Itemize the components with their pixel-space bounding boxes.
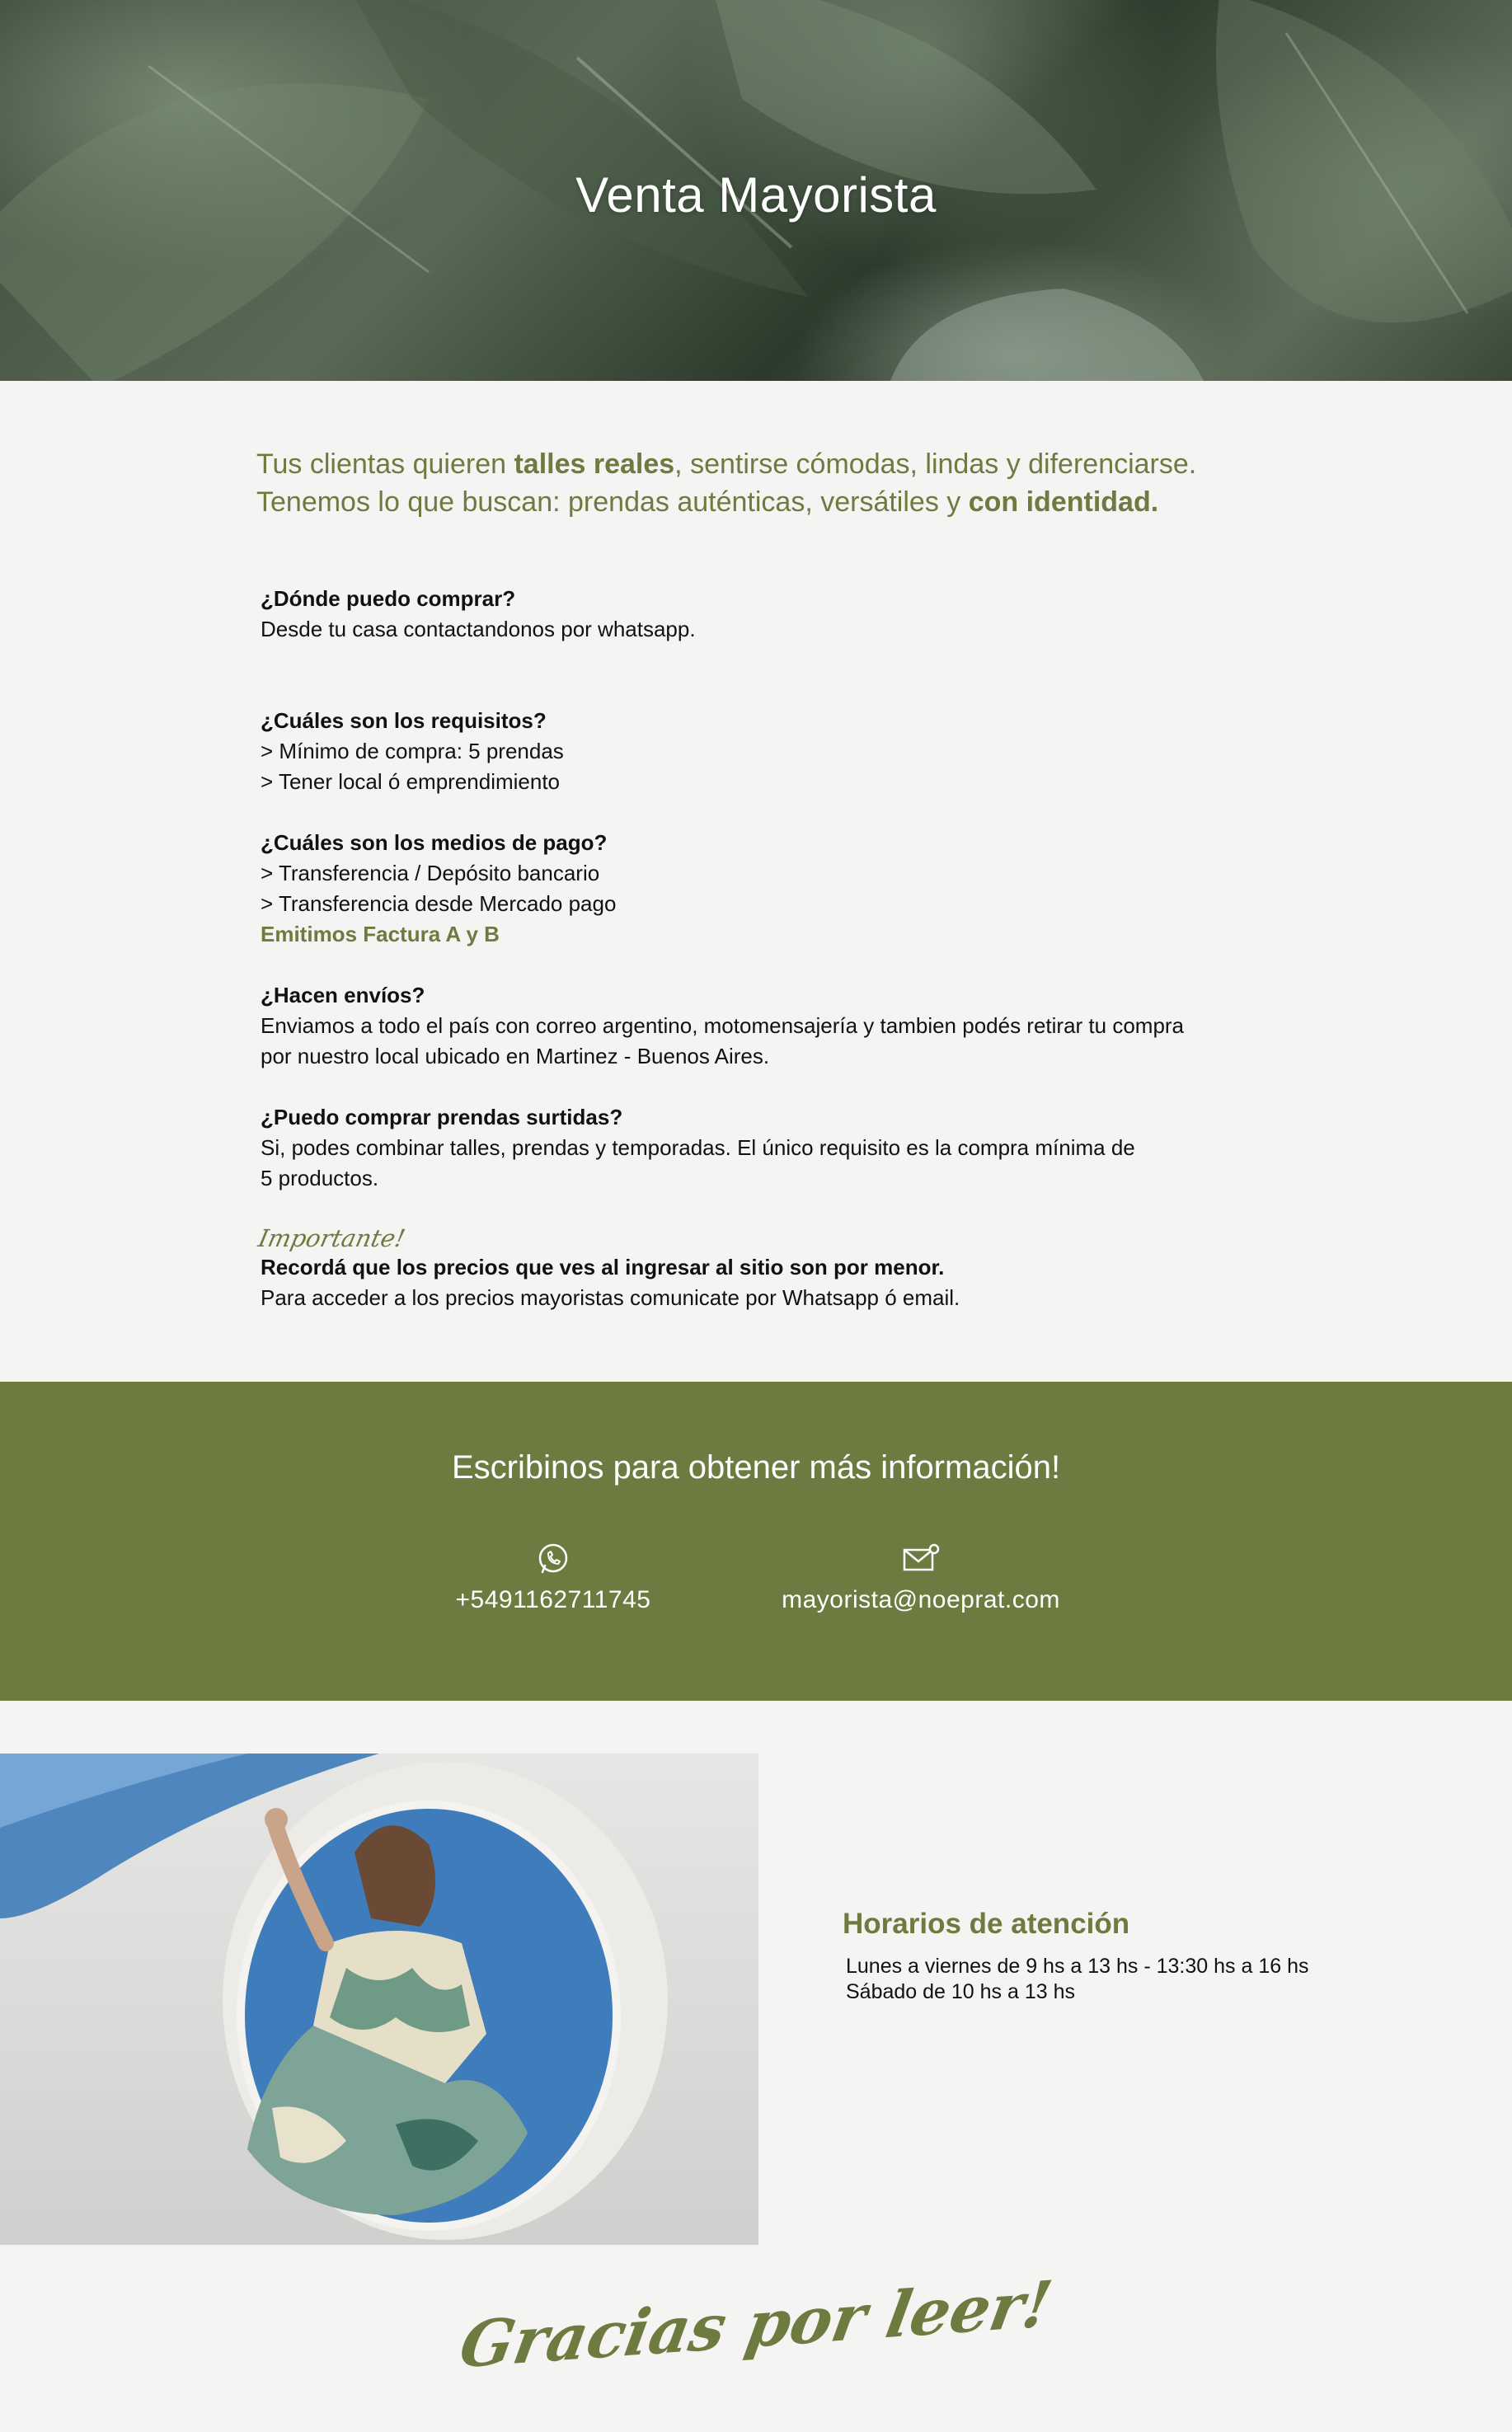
faq-question-where: ¿Dónde puedo comprar? xyxy=(261,586,516,611)
whatsapp-icon xyxy=(534,1542,572,1576)
faq-answer-shipping-1: Enviamos a todo el país con correo argentino, motomensajería y tambien podés retirar tu compra xyxy=(261,1013,1185,1038)
intro-line-1-end: , sentirse cómodas, lindas y diferenciarse. xyxy=(674,448,1197,480)
model-photo xyxy=(0,1754,758,2245)
contact-band xyxy=(0,1382,1512,1701)
invoice-note: Emitimos Factura A y B xyxy=(261,922,500,946)
phone-number: +5491162711745 xyxy=(455,1586,651,1613)
thanks-signature: Gracias por leer! xyxy=(454,2266,1058,2383)
important-label: Importante! xyxy=(256,1224,408,1252)
hours-title: Horarios de atención xyxy=(843,1908,1130,1940)
email-address: mayorista@noeprat.com xyxy=(782,1586,1060,1613)
faq-answer-requirements-1: > Mínimo de compra: 5 prendas xyxy=(261,739,564,763)
faq-answer-requirements-2: > Tener local ó emprendimiento xyxy=(261,769,561,794)
faq-answer-where: Desde tu casa contactandonos por whatsapp. xyxy=(261,617,696,641)
faq-answer-mixed-1: Si, podes combinar talles, prendas y temporadas. El único requisito es la compra mínima de xyxy=(261,1135,1135,1160)
contact-title: Escribinos para obtener más información! xyxy=(451,1449,1061,1486)
important-note: Para acceder a los precios mayoristas comunicate por Whatsapp ó email. xyxy=(261,1285,960,1310)
important-bold-note: Recordá que los precios que ves al ingresar al sitio son por menor. xyxy=(261,1255,945,1279)
whatsapp-contact-link[interactable] xyxy=(372,1542,735,1614)
hours-saturday: Sábado de 10 hs a 13 hs xyxy=(846,1980,1076,2003)
intro-highlight-identidad: con identidad. xyxy=(968,486,1159,518)
faq-question-shipping: ¿Hacen envíos? xyxy=(261,983,425,1007)
intro-highlight-talles: talles reales xyxy=(514,448,675,480)
intro-line-2 xyxy=(256,483,1328,521)
intro-line-1 xyxy=(256,445,1328,483)
intro-line-1-start: Tus clientas quieren xyxy=(256,448,514,480)
page-title: Venta Mayorista xyxy=(575,167,937,223)
hours-weekdays: Lunes a viernes de 9 hs a 13 hs - 13:30 hs a 16 hs xyxy=(846,1955,1309,1978)
email-contact-link[interactable] xyxy=(740,1542,1102,1614)
business-hours xyxy=(843,1908,1420,2005)
faq-answer-payment-2: > Transferencia desde Mercado pago xyxy=(261,891,617,916)
faq-answer-shipping-2: por nuestro local ubicado en Martinez - Buenos Aires. xyxy=(261,1044,770,1068)
hero-banner xyxy=(0,0,1512,381)
faq-section xyxy=(256,584,1291,1313)
email-icon xyxy=(902,1542,940,1576)
faq-answer-mixed-2: 5 productos. xyxy=(261,1166,379,1190)
faq-answer-payment-1: > Transferencia / Depósito bancario xyxy=(261,861,600,885)
intro-text xyxy=(256,445,1328,521)
faq-question-payment: ¿Cuáles son los medios de pago? xyxy=(261,830,608,855)
model-photo-illustration xyxy=(0,1754,758,2245)
intro-line-2-start: Tenemos lo que buscan: prendas auténticas, versátiles y xyxy=(256,486,969,518)
faq-question-mixed: ¿Puedo comprar prendas surtidas? xyxy=(261,1105,623,1129)
faq-question-requirements: ¿Cuáles son los requisitos? xyxy=(261,708,547,733)
